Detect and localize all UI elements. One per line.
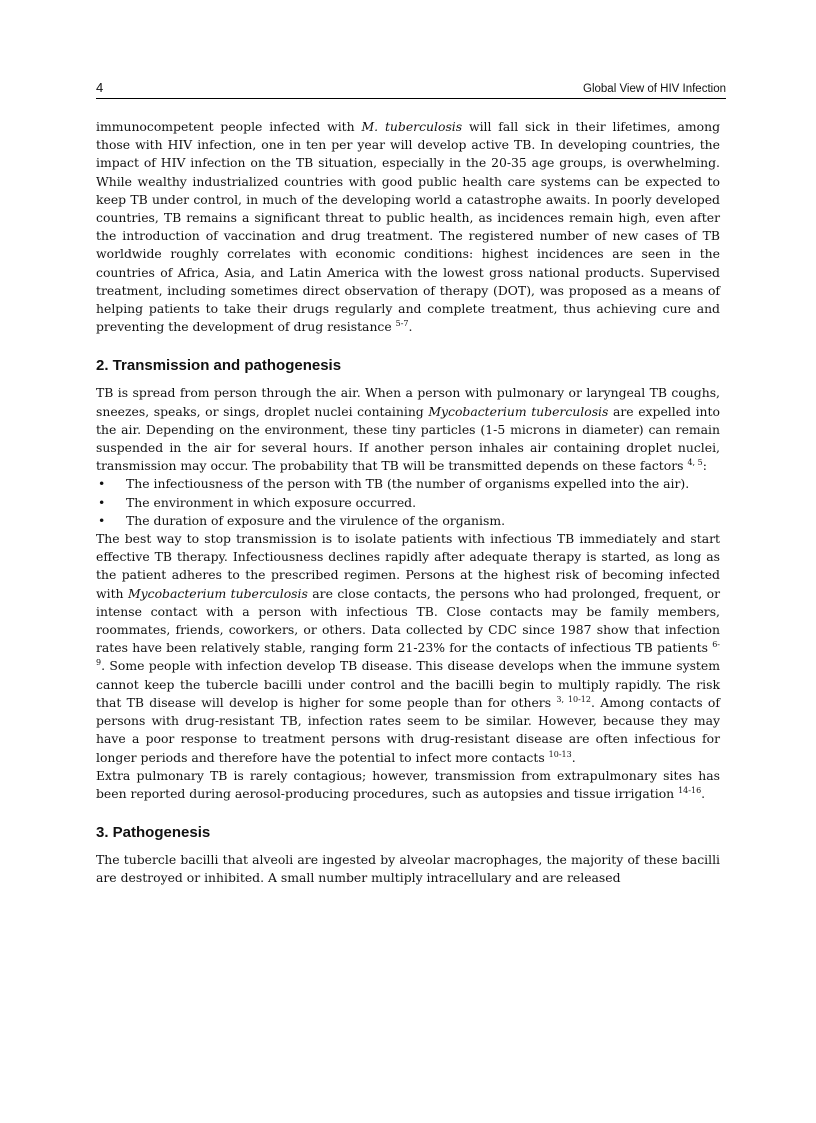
pathogenesis-paragraph: The tubercle bacilli that alveoli are ingested by alveolar macrophages, the majority of these bacilli are destroyed or inhibited. A small number multiply intracellulary and are released — [96, 852, 720, 886]
text-run: TB is spread from person through the air. When a person with pulmonary or laryngeal TB coughs, sneezes, speaks, or sings, droplet nuclei containing — [96, 385, 720, 419]
factor-list — [96, 475, 720, 530]
text-run: . Some people with infection develop TB disease. This disease develops when the immune system cannot keep the tubercle bacilli under control and the bacilli begin to multiply rapidly. The risk that TB disease will develop is higher for some people than for others — [96, 658, 720, 710]
citation: 5-7 — [395, 319, 409, 329]
text-run: immunocompetent people infected with — [96, 119, 362, 134]
text-run: . — [701, 785, 706, 801]
list-item: • The infectiousness of the person with TB (the number of organisms expelled into the air). — [96, 475, 720, 493]
page-number: 4 — [96, 80, 104, 95]
text-run: . Among contacts of persons with drug-resistant TB, infection rates seem to be similar. However, because they may have a poor response to treatment persons with drug-resistant disease are often infectious for longer periods and therefore have the potential to infect more contacts — [96, 694, 720, 765]
running-title: Global View of HIV Infection — [583, 83, 726, 95]
list-item: • The environment in which exposure occurred. — [96, 494, 720, 512]
text-run: will fall sick in their lifetimes, among those with HIV infection, one in ten per year will develop active TB. In developing countries, the impact of HIV infection on the TB situation, especially in the 20-35 age groups, is overwhelming. While wealthy industrialized countries with good public health care systems can be expected to keep TB under control, in much of the developing world a catastrophe awaits. In poorly developed countries, TB remains a significant threat to public health, as incidences remain high, even after the introduction of vaccination and drug treatment. The registered number of new cases of TB worldwide roughly correlates with economic conditions: highest incidences are seen in the countries of Africa, Asia, and Latin America with the lowest gross national products. Supervised treatment, including sometimes direct observation of therapy (DOT), was proposed as a means of helping patients to take their drugs regularly and complete treatment, thus achieving cure and preventing the development of drug resistance — [96, 119, 720, 335]
citation: 10-13 — [548, 749, 572, 759]
text-run: The best way to stop transmission is to isolate patients with infectious TB immediately and start effective TB therapy. Infectiousness declines rapidly after adequate therapy is started, as long as the patient adheres to the prescribed regimen. Persons at the highest risk of becoming infected with — [96, 531, 720, 601]
list-item: • The duration of exposure and the virulence of the organism. — [96, 512, 720, 530]
citation: 6-9 — [96, 640, 720, 668]
species-name: Mycobacterium tuberculosis — [127, 585, 308, 601]
running-header — [96, 78, 726, 99]
text-run: Extra pulmonary TB is rarely contagious; however, transmission from extrapulmonary sites has been reported during aerosol-producing procedures, such as autopsies and tissue irrigation — [96, 767, 720, 801]
intro-paragraph — [96, 118, 720, 336]
body-text — [96, 118, 720, 888]
text-run: . — [571, 749, 576, 765]
text-run: are expelled into the air. Depending on the environment, these tiny particles (1-5 microns in diameter) can remain suspended in the air for several hours. If another person inhales air containing droplet nuclei, transmission may occur. The probability that TB will be transmitted depends on these factors — [96, 403, 720, 474]
text-run: are close contacts, the persons who had prolonged, frequent, or intense contact with a person with infectious TB. Close contacts may be family members, roommates, friends, coworkers, or others. Data collected by CDC since 1987 show that infection rates have been relatively stable, ranging form 21-23% for the contacts of infectious TB patients — [96, 585, 720, 656]
transmission-paragraph-2 — [96, 530, 720, 767]
species-name: M. tuberculosis — [361, 119, 463, 134]
section-heading-pathogenesis: 3. Pathogenesis — [96, 824, 211, 842]
section-heading-transmission: 2. Transmission and pathogenesis — [96, 357, 342, 375]
text-run: : — [702, 458, 707, 474]
citation: 4, 5 — [687, 458, 703, 468]
citation: 14-16 — [678, 785, 702, 795]
citation: 3, 10-12 — [556, 694, 591, 704]
species-name: Mycobacterium tuberculosis — [428, 403, 609, 419]
transmission-paragraph-3 — [96, 767, 720, 803]
transmission-paragraph-1 — [96, 384, 720, 475]
text-run: . — [408, 319, 413, 335]
